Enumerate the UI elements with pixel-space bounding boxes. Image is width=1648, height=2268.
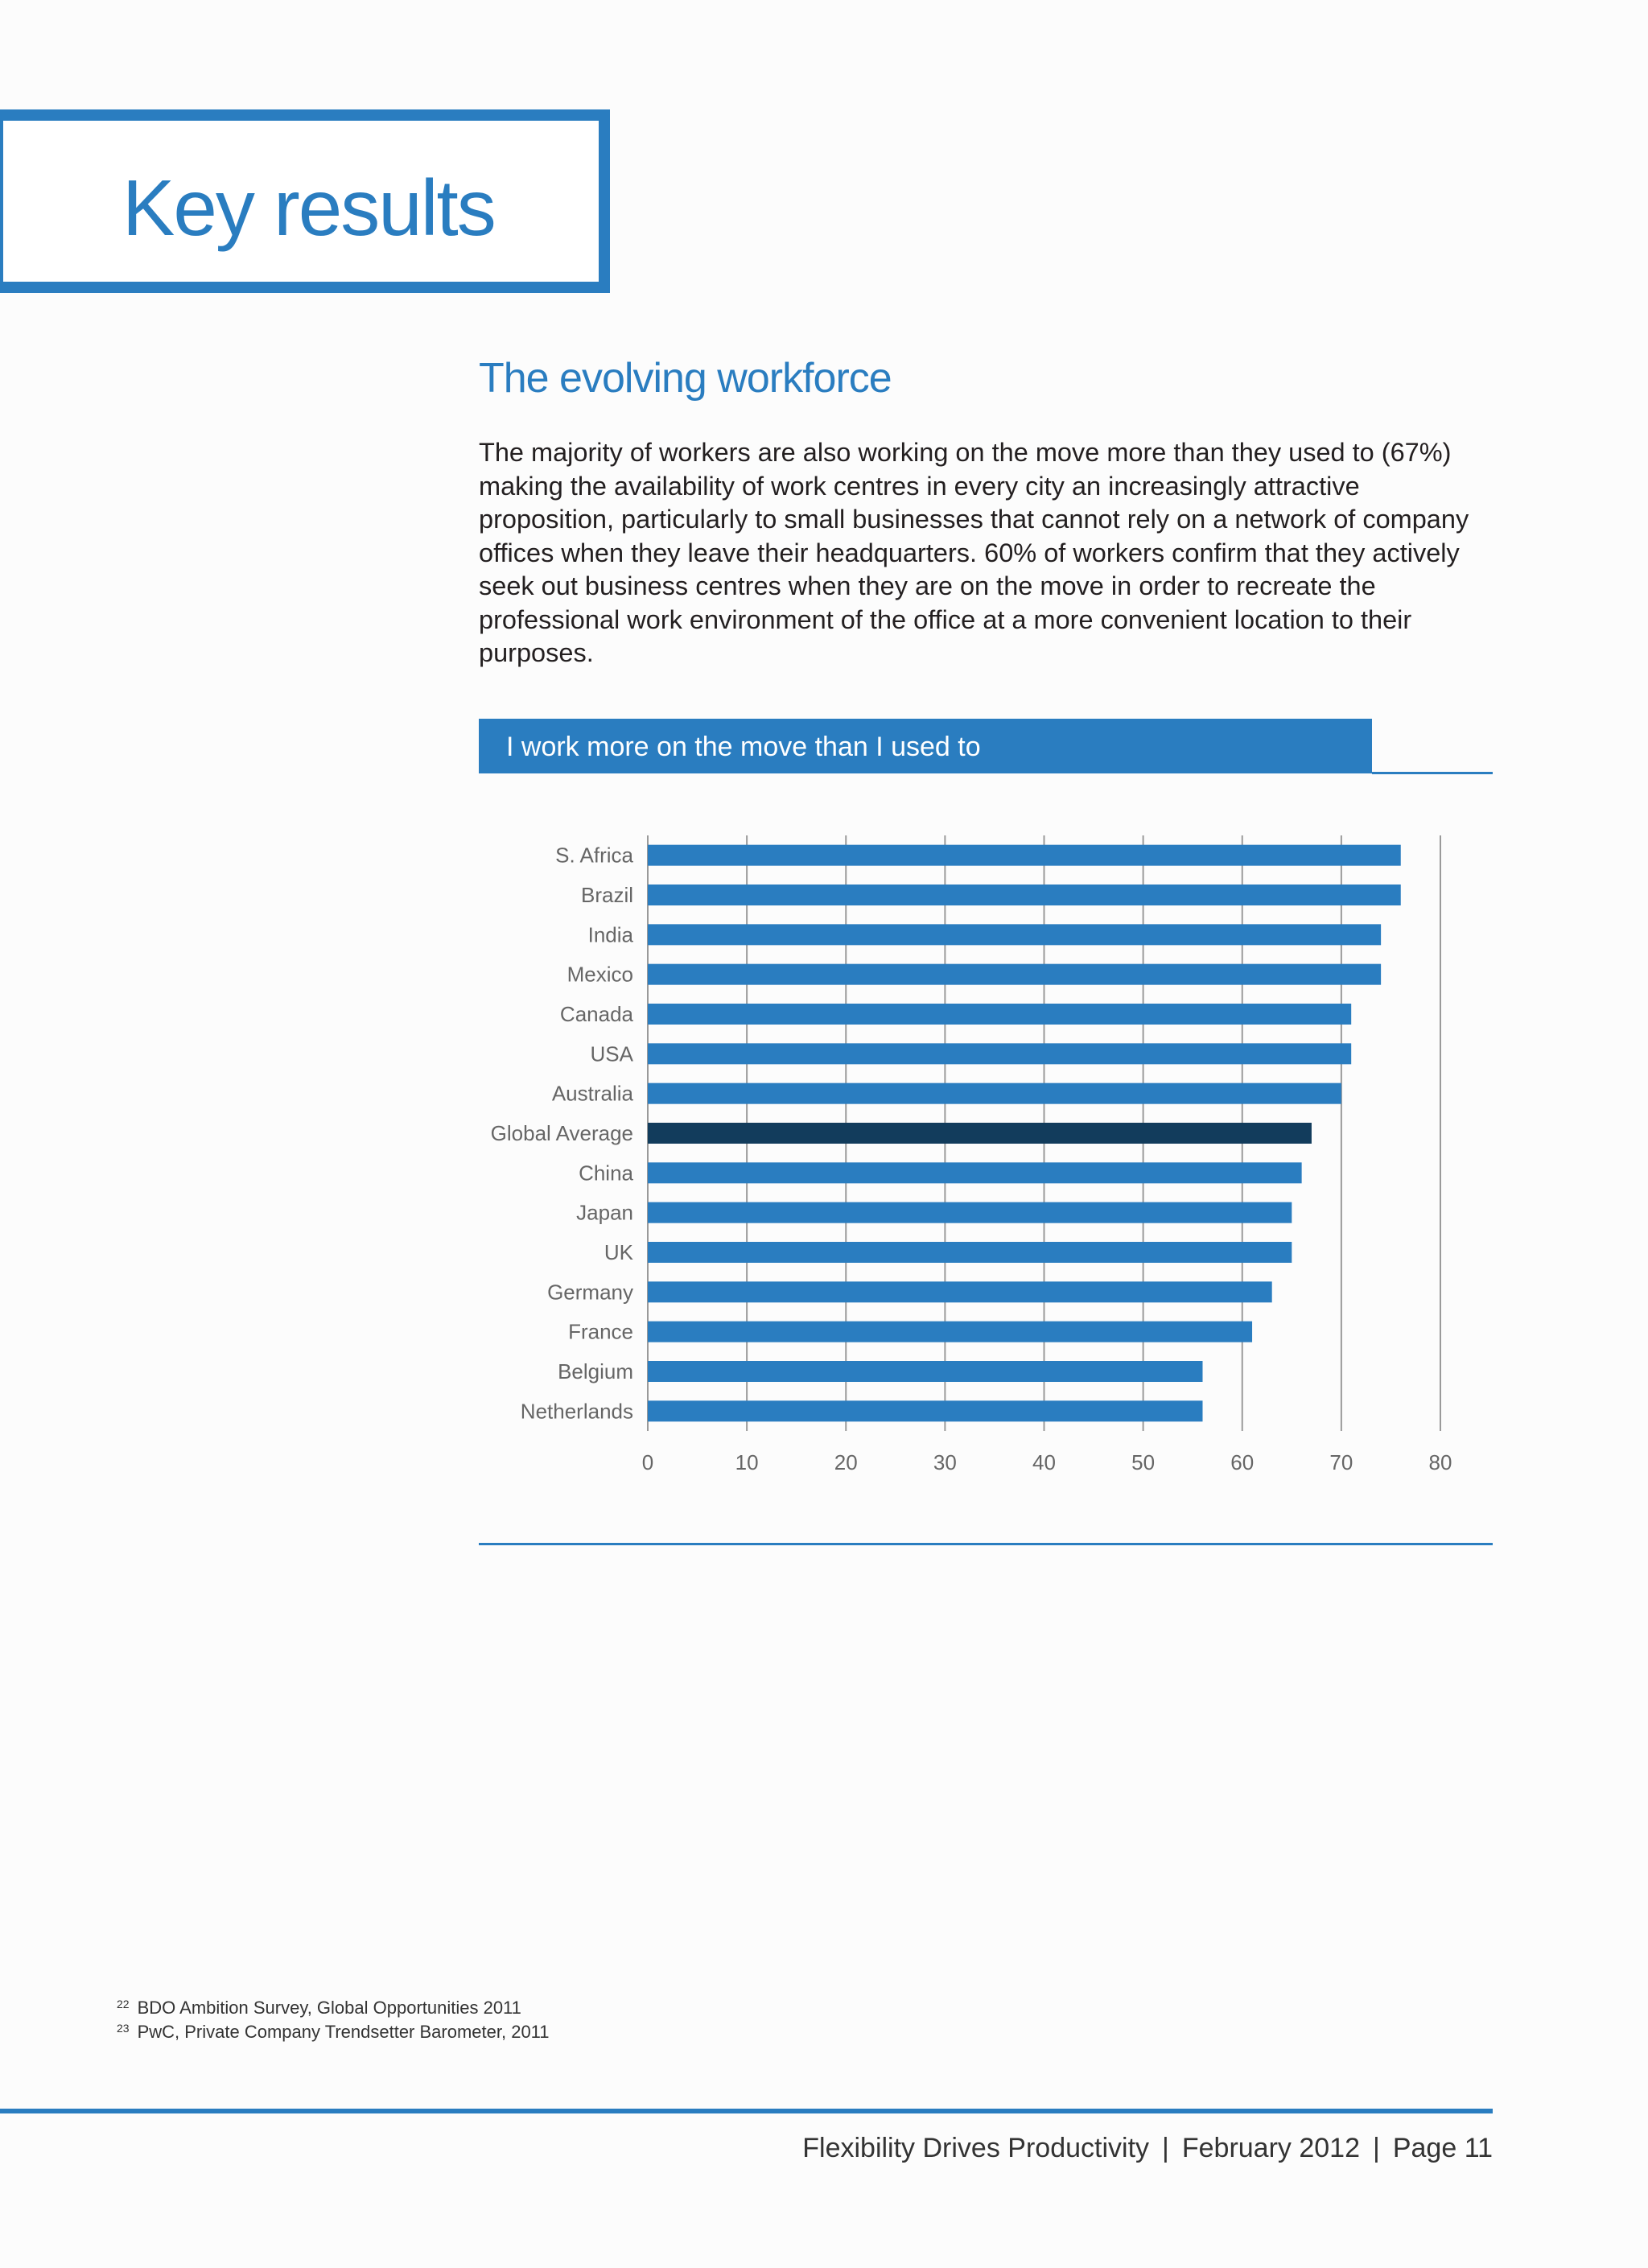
category-label: France: [568, 1319, 633, 1344]
x-tick-label: 60: [1230, 1450, 1255, 1474]
footer-separator: |: [1373, 2133, 1380, 2163]
category-label: India: [587, 922, 633, 947]
page-title: Key results: [122, 163, 495, 252]
x-tick-label: 20: [834, 1450, 858, 1474]
footer-separator: |: [1162, 2133, 1169, 2163]
footnotes: [117, 1996, 550, 2044]
bar: [648, 1083, 1341, 1104]
bar: [648, 924, 1381, 945]
category-label: USA: [590, 1041, 633, 1066]
footer-publication: Flexibility Drives Productivity: [802, 2133, 1150, 2163]
bar: [648, 1202, 1292, 1223]
category-label: Mexico: [566, 962, 633, 987]
bar: [648, 964, 1381, 985]
bar: [648, 1322, 1252, 1342]
category-label: Australia: [551, 1081, 633, 1106]
footnote-number: 22: [117, 1998, 130, 2010]
chart-title: I work more on the move than I used to: [506, 732, 981, 762]
bar: [648, 1361, 1203, 1382]
x-tick-label: 10: [735, 1450, 759, 1474]
x-tick-label: 0: [641, 1450, 654, 1474]
x-tick-label: 40: [1032, 1450, 1056, 1474]
bar: [648, 1281, 1272, 1302]
x-tick-label: 80: [1428, 1450, 1452, 1474]
chart-banner: [479, 719, 1372, 773]
category-label: Germany: [547, 1280, 633, 1305]
x-tick-label: 50: [1131, 1450, 1156, 1474]
footer-date: February 2012: [1181, 2133, 1360, 2163]
bar: [648, 1004, 1351, 1025]
footer: [802, 2133, 1493, 2164]
section-heading: The evolving workforce: [479, 355, 892, 402]
bar: [648, 885, 1401, 905]
category-label: Global Average: [490, 1121, 633, 1145]
bar: [648, 1043, 1351, 1064]
category-label: Canada: [559, 1002, 633, 1026]
bar: [648, 1162, 1302, 1183]
x-tick-label: 30: [933, 1450, 957, 1474]
banner-rule: [1372, 772, 1493, 774]
bar: [648, 1400, 1203, 1421]
category-label: China: [579, 1161, 633, 1186]
category-label: Japan: [576, 1200, 633, 1225]
category-label: Brazil: [580, 883, 633, 907]
footnote: [117, 1996, 550, 2020]
category-label: UK: [604, 1240, 633, 1264]
footnote-number: 23: [117, 2022, 130, 2035]
category-label: Netherlands: [520, 1399, 633, 1424]
bar: [648, 845, 1401, 866]
chart-bottom-rule: [479, 1543, 1493, 1545]
bar-global-average: [648, 1123, 1312, 1144]
intro-paragraph: The majority of workers are also working on the move more than they used to (67%) making the availability of work centres in every city an increasingly attractive proposition, particularly to small businesses that cannot rely on a network of company offices when they leave their headquarters. 60% of workers confirm that they actively seek out business centres when they are on the move in order to recreate the professional work environment of the office at a more convenient location to their purposes.: [479, 438, 1469, 667]
title-box: [0, 109, 610, 293]
category-label: S. Africa: [555, 843, 633, 868]
x-tick-label: 70: [1329, 1450, 1353, 1474]
footnote: [117, 2020, 550, 2044]
footer-rule: [0, 2109, 1493, 2113]
category-label: Belgium: [558, 1359, 633, 1383]
bar-chart: [479, 821, 1493, 1481]
footer-page: Page 11: [1392, 2133, 1493, 2163]
footnote-text: PwC, Private Company Trendsetter Barometer, 2011: [137, 2022, 550, 2042]
footnote-text: BDO Ambition Survey, Global Opportunities 2011: [137, 1998, 521, 2018]
bar: [648, 1242, 1292, 1263]
